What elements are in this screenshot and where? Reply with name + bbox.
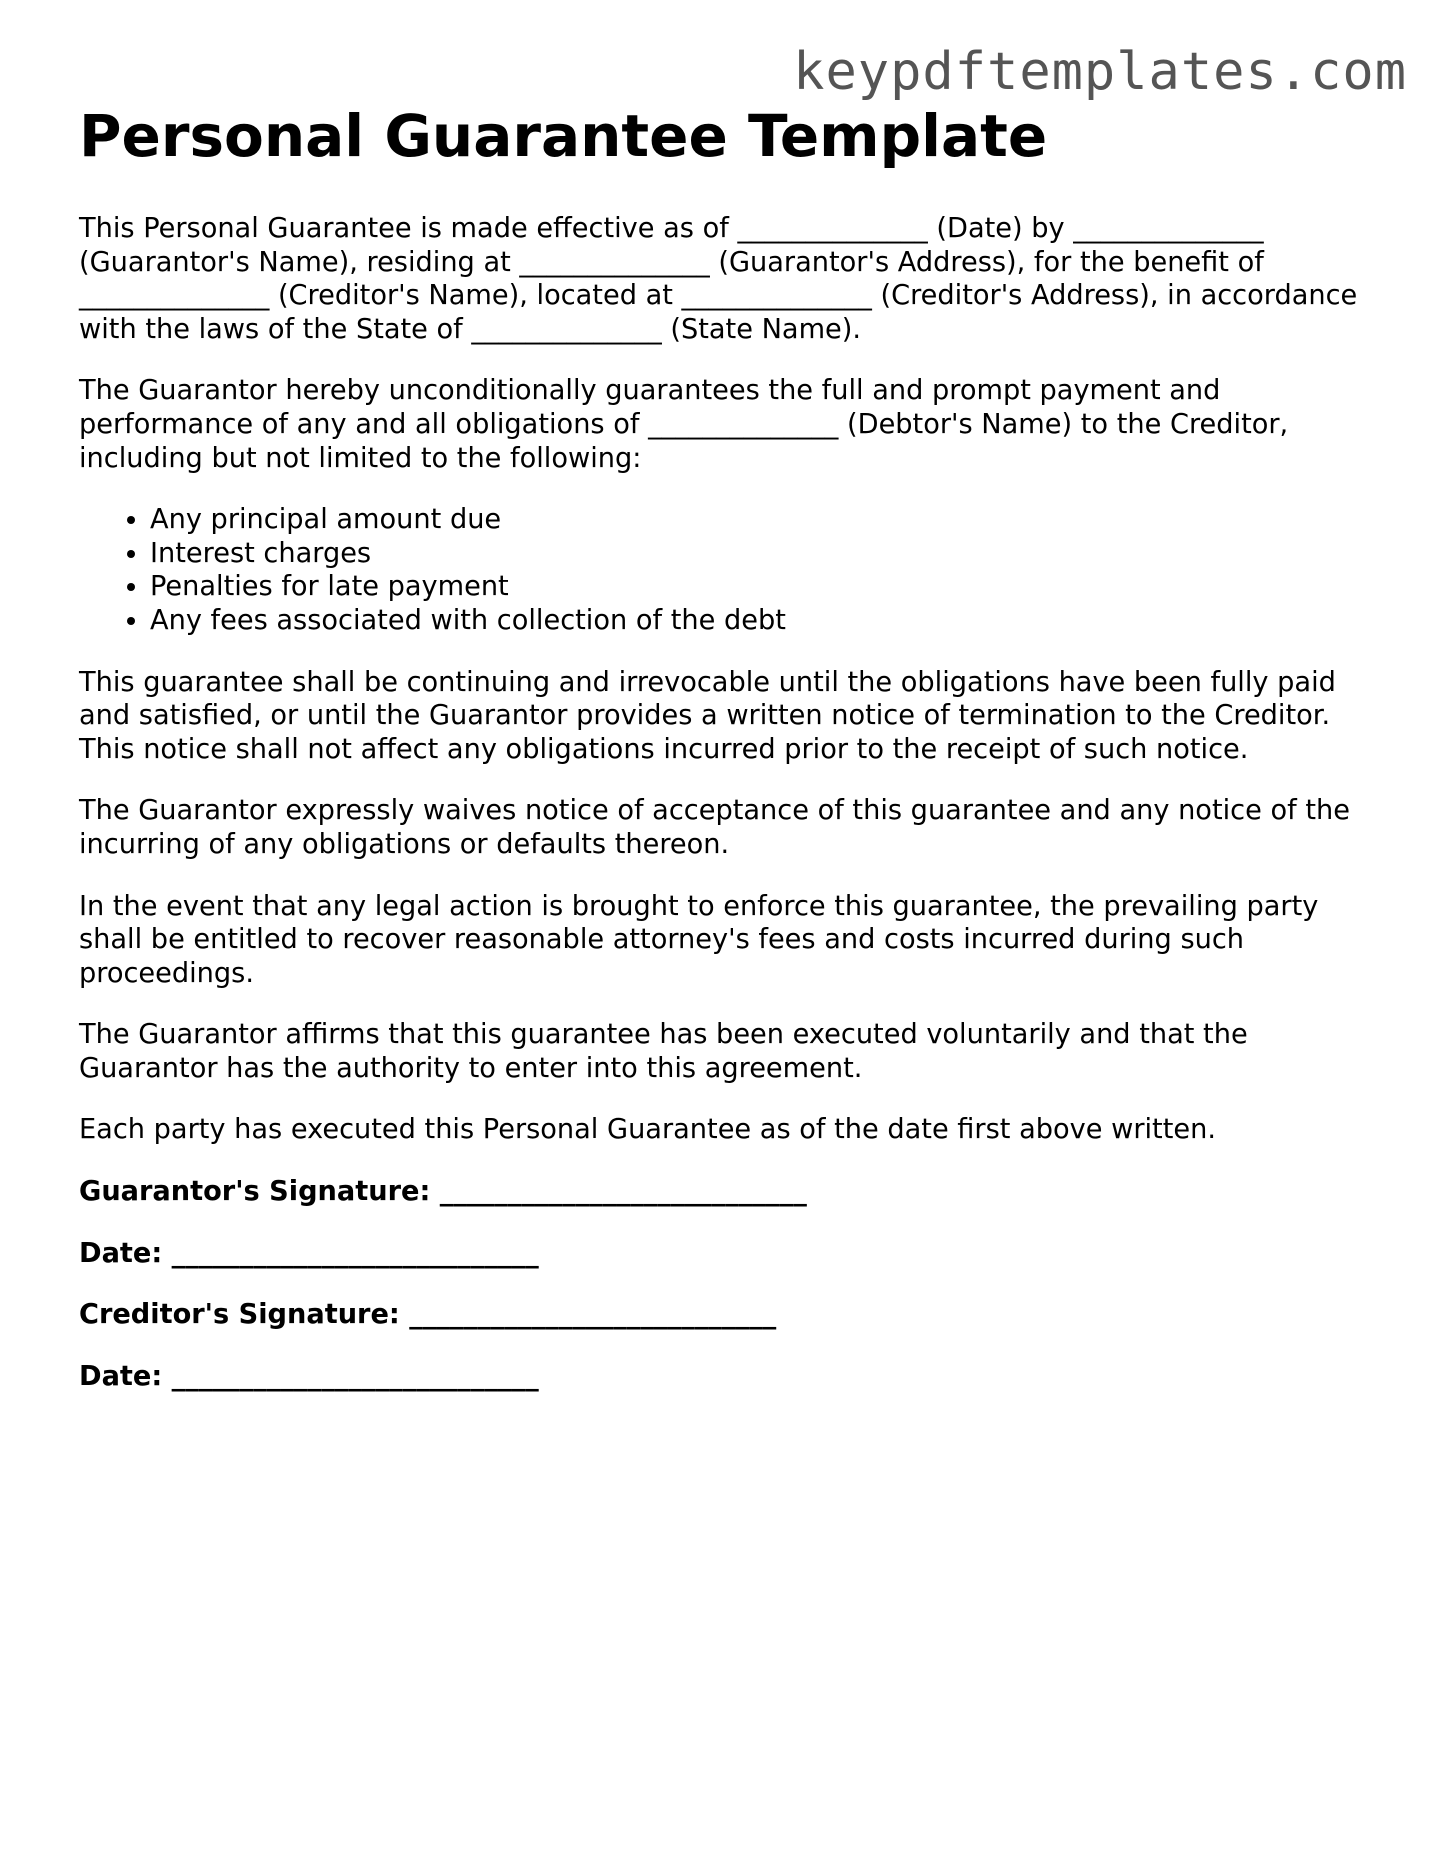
- obligations-list: [79, 503, 1379, 637]
- document-body: [79, 100, 1379, 1421]
- creditor-date-line[interactable]: Date: ___________________________: [79, 1360, 539, 1392]
- waiver-paragraph: The Guarantor expressly waives notice of acceptance of this guarantee and any notice of the incurring of any obligations or defaults thereon.: [79, 795, 1350, 860]
- legal-action-paragraph: In the event that any legal action is brought to enforce this guarantee, the prevailing party shall be entitled to recover reasonable attorney's fees and costs incurred during such proceedings.: [79, 890, 1319, 989]
- affirmation-paragraph: The Guarantor affirms that this guarantee has been executed voluntarily and that the Guarantor has the authority to enter into this agreement.: [79, 1019, 1248, 1084]
- intro-paragraph: This Personal Guarantee is made effective as of ______________ (Date) by ______________ (Guarantor's Name), residing at ______________ (Guarantor's Address), for the benefit of ______________ (Creditor's Name), located at ______________ (Creditor's Address), in accordance with the laws of the State of ______________ (State Name).: [79, 213, 1358, 345]
- list-item: • Interest charges: [150, 537, 1379, 571]
- continuing-guarantee-paragraph: This guarantee shall be continuing and irrevocable until the obligations have been fully paid and satisfied, or until the Guarantor provides a written notice of termination to the Creditor. This notice shall not affect any obligations incurred prior to the receipt of such notice.: [79, 666, 1336, 765]
- guarantee-paragraph: The Guarantor hereby unconditionally guarantees the full and prompt payment and performance of any and all obligations of ______________ (Debtor's Name) to the Creditor, including but not limited to the following:: [79, 375, 1289, 474]
- list-item: • Any fees associated with collection of the debt: [150, 604, 1379, 638]
- guarantor-date-line[interactable]: Date: ___________________________: [79, 1237, 539, 1269]
- watermark: keypdftemplates.com: [793, 42, 1407, 102]
- execution-paragraph: Each party has executed this Personal Guarantee as of the date first above written.: [79, 1114, 1216, 1146]
- guarantor-signature-line[interactable]: Guarantor's Signature: ___________________________: [79, 1176, 807, 1208]
- page-title: Personal Guarantee Template: [79, 102, 1048, 170]
- list-item: • Any principal amount due: [150, 503, 1379, 537]
- creditor-signature-line[interactable]: Creditor's Signature: ___________________________: [79, 1299, 777, 1331]
- list-item: • Penalties for late payment: [150, 570, 1379, 604]
